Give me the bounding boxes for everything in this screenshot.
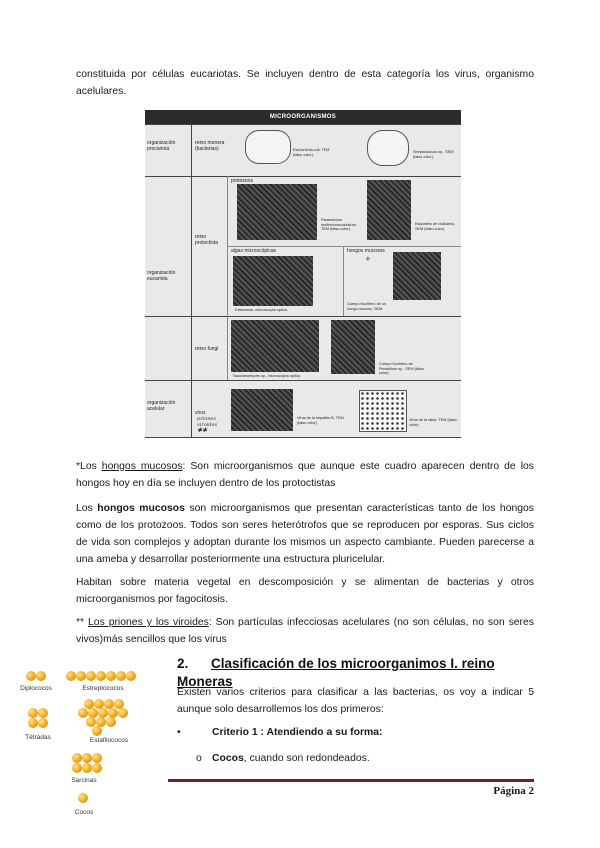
row-label-acelular: organización acelular <box>147 400 176 412</box>
bullet-criterio-1: Criterio 1 : Atendiendo a su forma: <box>212 727 383 738</box>
para2-text: Habitan sobre materia vegetal en descomposición y se alimentan de bacterias y otros microorganismos por fagocitosis. <box>76 577 534 605</box>
figure-line <box>145 380 461 381</box>
figure-line <box>227 246 461 247</box>
paragraph-hongos-mucosos <box>76 500 534 568</box>
caption-penicillium: Cuerpo fructífero de Penicillium sp., SEM (falso color). <box>379 362 424 376</box>
handwritten-viroides: viroides <box>197 422 218 428</box>
note1-rest: : Son microorganismos que aunque este cuadro aparecen dentro de los hongos hoy en día se incluyen dentro de los protoctistas <box>76 461 534 489</box>
micrograph-paramecium <box>237 184 317 240</box>
row-label-procariota: organización procariota <box>147 140 176 152</box>
diplococos-ball <box>26 671 36 681</box>
section-number: 2. <box>177 656 189 671</box>
para1-term: hongos mucosos <box>97 503 185 514</box>
paragraph-habitan <box>76 574 534 608</box>
sarcinas-ball <box>72 763 82 773</box>
intro-paragraph <box>76 66 534 100</box>
sarcinas-ball <box>92 753 102 763</box>
micrograph-saccharomyces <box>231 320 319 372</box>
intro-text: constituida por células eucariotas. Se incluyen dentro de esta categoría los virus, organismo acelulares. <box>76 69 534 97</box>
tetradas-ball <box>38 708 48 718</box>
note2-prefix: ** <box>76 617 89 628</box>
micrograph-streptococcus <box>367 130 409 166</box>
kingdom-moneras: reino monera (bacterias) <box>195 140 225 152</box>
sarcinas-ball <box>82 753 92 763</box>
cocos-ball <box>78 793 88 803</box>
diplococos-ball <box>36 671 46 681</box>
section-title: Clasificación de los microorganimos I. reino Moneras <box>177 656 495 689</box>
estafilococos-ball <box>92 726 102 736</box>
note-hongos-mucosos <box>76 458 534 492</box>
handwritten-plus: + <box>365 255 371 263</box>
figure-line <box>145 124 461 125</box>
tetradas-ball <box>28 708 38 718</box>
row-label-eucariota: organización eucariota <box>147 270 176 282</box>
figure-line <box>145 437 461 438</box>
para1-rest: son microorganismos que presentan características tanto de los hongos como de los protozoos. Todos son seres heterótrofos que se reproducen por esporas. Sus ciclos de vida son complejos y adoptan durante los mismos un aspecto cambiante. Pueden parecerse a una ameba y desarrollar posteriormente una estructura pluricelular. <box>76 503 535 565</box>
sarcinas-ball <box>82 763 92 773</box>
estreptococos-ball <box>106 671 116 681</box>
caption-diatomeas: Diatomeas, microscopía óptica. <box>235 308 288 312</box>
estreptococos-ball <box>126 671 136 681</box>
subgroup-hongos-mucosos: hongos mucosos <box>347 248 385 254</box>
cocos-term: Cocos <box>212 753 244 764</box>
label-tetradas: Tétradas <box>25 734 51 741</box>
caption-saccharomyces: Saccharomyces sp., microscopía óptica. <box>233 374 301 378</box>
handwritten-stars: ✱✱ <box>197 427 208 434</box>
micrograph-hepatitis <box>231 389 293 431</box>
subgroup-protozoos: protozoos <box>231 178 253 184</box>
figure-line <box>191 124 192 437</box>
micrograph-diatomeas <box>233 256 313 306</box>
micrograph-penicillium <box>331 320 375 374</box>
note-priones-viroides <box>76 614 534 648</box>
subgroup-algas: algas microscópicas <box>231 248 277 254</box>
figure-line <box>343 246 344 316</box>
bullet-marker-1: • <box>177 727 181 738</box>
label-diplococos: Diplococos <box>20 685 52 692</box>
micrograph-hongo-mucoso <box>393 252 441 300</box>
tetradas-ball <box>38 718 48 728</box>
handwritten-priones: priones <box>197 416 216 422</box>
kingdom-protoctista: reino protoctista <box>195 234 219 246</box>
footer-rule <box>168 779 534 782</box>
bullet-marker-2: o <box>196 753 202 764</box>
label-cocos: Cocos <box>74 809 94 816</box>
cocos-rest: , cuando son redondeados. <box>243 753 370 764</box>
kingdom-virus: virus <box>195 410 206 416</box>
microorganisms-figure <box>145 110 461 438</box>
estafilococos-ball <box>106 717 116 727</box>
estafilococos-ball <box>78 708 88 718</box>
tetradas-ball <box>28 718 38 728</box>
section-intro <box>177 684 534 718</box>
sarcinas-ball <box>72 753 82 763</box>
figure-line <box>227 176 228 380</box>
note1-prefix: *Los <box>76 461 102 472</box>
caption-fructifero-hongo: Cuerpo fructífero de un hongo mucoso, SEM. <box>347 302 387 311</box>
estafilococos-ball <box>118 708 128 718</box>
figure-line <box>145 176 461 177</box>
label-sarcinas: Sarcinas <box>71 777 97 784</box>
estreptococos-ball <box>66 671 76 681</box>
estreptococos-ball <box>96 671 106 681</box>
para1-prefix: Los <box>76 503 98 514</box>
label-estafilococos: Estafilococos <box>89 737 129 744</box>
caption-hepatitis: Virus de la hepatitis B, TEM (falso color). <box>297 416 344 425</box>
micrograph-radiolario <box>367 180 411 240</box>
caption-ecoli: Escherichia coli, TEM (falso color). <box>293 148 330 157</box>
kingdom-fungi: reino fungi <box>195 346 219 352</box>
label-estreptococos: Estreptococos <box>82 685 124 692</box>
section-intro-text: Existen varios criterios para clasificar a las bacterias, os voy a indicar 5 aunque solo desarrollemos los dos primeros: <box>177 687 534 715</box>
bullet-cocos <box>212 750 370 767</box>
note1-term: hongos mucosos <box>101 461 183 472</box>
figure-line <box>145 316 461 317</box>
caption-rabia: Virus de la rabia, TEM (falso color). <box>409 418 457 427</box>
sarcinas-ball <box>92 763 102 773</box>
estreptococos-ball <box>76 671 86 681</box>
page-number: Página 2 <box>493 785 534 797</box>
caption-radiolario: Esqueleto de radiolario, SEM (falso color). <box>415 222 455 231</box>
bacteria-shapes-illustration <box>0 665 165 825</box>
note2-term: Los priones y los viroides <box>88 617 209 628</box>
caption-strepto: Streptococcus sp., SEM (falso color). <box>413 150 454 159</box>
note2-rest: : Son partículas infecciosas acelulares (no son células, no son seres vivos)más sencillos que los virus <box>76 617 534 645</box>
caption-paramecium: Paramecium multimicronucleatum, TEM (falso color). <box>321 218 357 232</box>
micrograph-rabia <box>359 390 407 432</box>
micrograph-ecoli <box>245 130 291 164</box>
figure-title: MICROORGANISMOS <box>145 110 461 124</box>
estreptococos-ball <box>86 671 96 681</box>
estreptococos-ball <box>116 671 126 681</box>
